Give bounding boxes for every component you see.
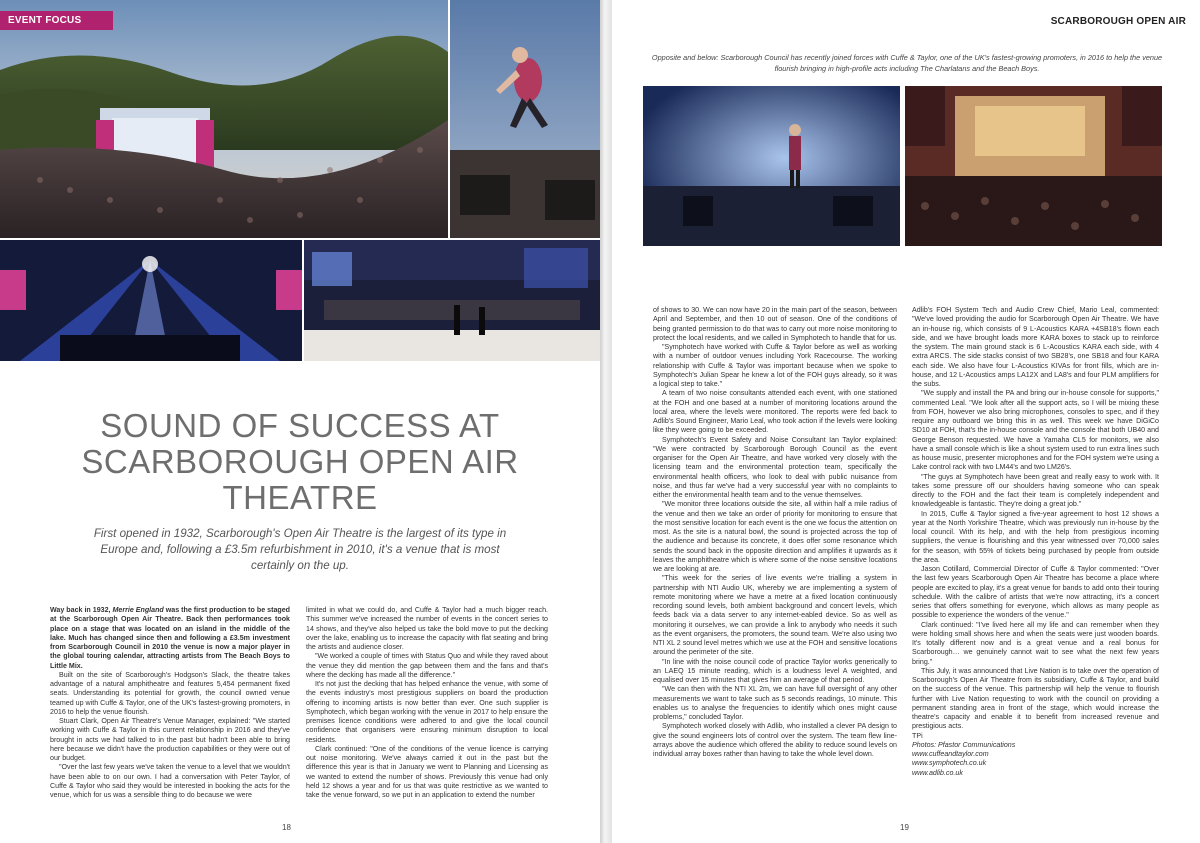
credit-link[interactable]: www.symphotech.co.uk xyxy=(912,759,987,768)
body-paragraph: Symphotech's Event Safety and Noise Consultant Ian Taylor explained: "We were contracted by Scarborough Borough Council as the event organiser for the Open Air Theatre, and have worked very closely with the licensing team and the environmental protection team, specifically the environmental health officers, who look to deal with public nuisance from noise, and thus far we've had a very successful year with no complaints to either the environmental health team and to the venue themselves. xyxy=(653,435,897,499)
body-paragraph: limited in what we could do, and Cuffe & Taylor had a much bigger reach. This summer we've increased the number of events in the concert series to 14 shows, and they've also helped us take the bold move to put the decking over the lake, enabling us to increase the capacity with flat seating and bring the artists and audience closer. xyxy=(306,606,548,651)
standfirst: First opened in 1932, Scarborough's Open Air Theatre is the largest of its type in Europe and, following a £3.5m refurbishment in 2010, it's a venue that is most certainly on the up. xyxy=(93,527,507,572)
photo-performer-jumping xyxy=(450,0,600,238)
body-paragraph: "Symphotech have worked with Cuffe & Taylor before as well as working with a number of outdoor venues including York Racecourse. The working relationship with Cuffe & Taylor was important because when we spoke to Symphotech's Julian Spear he knew a lot of the FOH guys already, so it was a logical step to take." xyxy=(653,343,897,388)
photo-credits: Photos: Pfastor Communications xyxy=(912,740,1016,749)
body-paragraph: "This week for the series of live events we're trialling a system in partnership with NTI Audio UK, whereby we are implementing a system of remote monitoring where we have a metre at a fixed location continuously recording sound levels, both ambient background and concert levels, which feeds back via a data server to any internet-eabled device. So as well as monitoring it ourselves, we can provide a link to anybody who needs it such as the event organisers, the promoters, the sound team. We're also using two NTI XL 2 sound level metres which we use at the FOH and sensitive locations around the perimeter of the site. xyxy=(653,574,897,657)
body-paragraph: "We monitor three locations outside the site, all within half a mile radius of the venue and then we take an order of priority for monitoring to ensure that the most sensitive location for each event is the one we focus the attention on most. As the site is a natural bowl, the sound is projected across the top of the audience and because its concrete, it does offer some resonance which sends the sound back in the opposite direction and amplifies it upwards as it leaves the amphitheatre which is where some of the noise sensitive locations we are looking at are. xyxy=(653,500,897,573)
running-head: SCARBOROUGH OPEN AIR xyxy=(1050,16,1186,27)
body-paragraph: "Over the last few years we've taken the venue to a level that we wouldn't have been able to on our own. I had a conversation with Peter Taylor, of Cuffe & Taylor who said they would be interested in booking the acts for the venue, which for us was a sensible thing to do because we were xyxy=(50,763,290,799)
photo-crowd-amphitheatre xyxy=(0,0,448,238)
right-column-1 xyxy=(653,306,897,759)
spine-gutter xyxy=(600,0,612,843)
body-paragraph: Symphotech worked closely with Adlib, who installed a clever PA design to give the sound engineers lots of control over the system. The team flew line-arrays above the audience which offered the ability to reduce sound levels on individual array boxes rather than having to take the whole level down. xyxy=(653,722,897,758)
credit-link[interactable]: www.adlib.co.uk xyxy=(912,768,963,777)
page-number-left: 18 xyxy=(282,823,291,832)
title-line-1: SOUND OF SUCCESS AT xyxy=(100,407,500,444)
body-paragraph: "The guys at Symphotech have been great and really easy to work with. It takes some pressure off our shoulders having someone who can speak directly to the FOH and the fact their team is completely independent and knowledgeable is fantastic. They're doing a great job." xyxy=(912,472,1159,509)
body-paragraph: Built on the site of Scarborough's Hodgson's Slack, the theatre takes advantage of a natural amphitheatre and features 5,454 permanent fixed seats. Understanding its potential for growth, the council owned venue teamed up with Cuffe & Taylor, one of the UK's fastest-growing promoters, in 2016 to help the venue flourish. xyxy=(50,670,290,716)
body-paragraph: It's not just the decking that has helped enhance the venue, with some of the events industry's most prestigious suppliers on board the production offering to incoming artists is now better than ever. One such supplier is Symphotech, which began working with the venue in 2017 to help ensure the premises licence conditions were adhered to and give the local council confidence that organisers were ensuring minimum disruption to local residents. xyxy=(306,680,548,744)
signature: TPi xyxy=(912,731,923,740)
body-paragraph: Clark continued: "I've lived here all my life and can remember when they were holding small shows here and when the seats were just wooden boards. It's totally different now and is a great venue and a real bonus for Scarborough… we genuinely cannot wait to see what the next few years bring." xyxy=(912,620,1159,666)
lead-paragraph: Way back in 1932, Merrie England was the first production to be staged at the Scarborough Open Air Theatre. Back then performances took place on a stage that was located on an island in the middle of the lake. Much has changed since then and following a £3.5m investment from Scarborough Council in 2010 the venue is now a major player in the global touring calendar, attracting artists from The Beach Boys to Little Mix. xyxy=(50,606,290,670)
photo-stage-lights xyxy=(0,240,302,361)
article-title xyxy=(0,408,600,516)
left-column-2 xyxy=(306,606,548,800)
photo-performer-blue-stage xyxy=(643,86,900,246)
body-paragraph: Jason Cotillard, Commercial Director of Cuffe & Taylor commented: "Over the last few years Scarborough Open Air Theatre has become a place where people are excited to play, it's a great venue for bands to add onto their touring schedule. With the calibre of artists that we're now attracting, it's a concert series that offers something for everyone, which allows as many people as possible to experience the wonders of the venue." xyxy=(912,565,1159,620)
section-tag: EVENT FOCUS xyxy=(0,11,113,30)
page-number-right: 19 xyxy=(900,823,909,832)
body-paragraph: "We supply and install the PA and bring our in-house console for supports," commented Leal. "We look after all the support acts, so I will be mixing these from FOH, however we also bring microphones, consoles to spec, and if they require any outboard we bring this in as well. This week we have DiGiCo SD10 at FOH, that's the in-house console and the console that both UB40 and George Benson requested. We have a Yamaha CL5 for monitors, we also have a small console which is like a shout system used to run extra lines such as house music, presenter microphones and for the FOH system we're using a Lake control rack with two LM44's and two LM26's. xyxy=(912,389,1159,472)
photo-beach-boys-concert xyxy=(905,86,1162,246)
photo-orchestra-stage xyxy=(304,240,600,361)
body-paragraph: Stuart Clark, Open Air Theatre's Venue Manager, explained: "We started working with Cuffe & Taylor in this current relationship in 2016 and they've brought in acts we had talked to in the past but hadn't been able to bring here because we didn't have the production capabilities or they were out of our budget. xyxy=(50,717,290,762)
credit-link[interactable]: www.cuffeandtaylor.com xyxy=(912,750,989,758)
body-paragraph: "In line with the noise council code of practice Taylor works generically to an LAEQ 15 minute reading, which is a loudness level A weighted, and equalised over 15 minutes that gives him an average of that period. xyxy=(653,657,897,684)
right-page xyxy=(612,0,1200,843)
body-paragraph: Clark continued: "One of the conditions of the venue licence is carrying out noise monitoring. We've always carried it out in the past but the difference this year is that in January we went to Planning and Licensing as we wanted to extend the number of shows. Previously this venue had only held 12 shows a year and for us that was quite restrictive as we wanted to take the venue forward, so we put in an application to extend the number xyxy=(306,744,548,799)
left-column-1 xyxy=(50,606,290,800)
body-paragraph: This July, it was announced that Live Nation is to take over the operation of Scarborough's Open Air Theatre from its subsidiary, Cuffe & Taylor, and build on the success of the venue. This partnership will help the venue to flourish further with Live Nation requesting to work with the council on providing a permanent standing area in front of the stage, which would increase the theatre's capacity and enable it to benefit from increased revenue and prestigious acts. xyxy=(912,666,1159,731)
photo-caption: Opposite and below: Scarborough Council has recently joined forces with Cuffe & Taylor, one of the UK's fastest-growing promoters, in 2016 to help the venue flourish bringing in high-profile acts including The Charlatans and the Beach Boys. xyxy=(651,53,1163,73)
body-paragraph: "We worked a couple of times with Status Quo and while they raved about the venue they did mention the gap between them and the fans and that's where the decking has made all the difference." xyxy=(306,652,548,679)
title-line-2: SCARBOROUGH OPEN AIR THEATRE xyxy=(81,443,519,516)
body-paragraph: "We can then with the NTI XL 2m, we can have full oversight of any other measurements we want to take such as 5 seconds readings, 10 minute. This enables us to analyse the frequencies to identify which ones might cause problems," concluded Taylor. xyxy=(653,685,897,721)
right-column-2 xyxy=(912,306,1159,778)
body-paragraph: In 2015, Cuffe & Taylor signed a five-year agreement to host 12 shows a year at the North Yorkshire Theatre, which was previously run in-house by the local council. With its help, and with the help from prestigious incoming suppliers, the venue is flourishing and this year witnessed over 70,000 sales for the season, with 55% of tickets being purchased by people from outside the area. xyxy=(912,509,1159,564)
body-paragraph: A team of two noise consultants attended each event, with one stationed at the FOH and one based at a number of monitoring locations around the local area, where the levels were monitored. The reports were fed back to Adlib's Sound Engineer, Mario Leal, who took action if the levels were looking like they were going to be exceeded. xyxy=(653,389,897,435)
body-paragraph: Adlib's FOH System Tech and Audio Crew Chief, Mario Leal, commented: "We've loved providing the audio for Scarborough Open Air Theatre. We have an in-house rig, which consists of 9 L-Acoustics KARA +4SB18's flown each side, and we have brought loads more KARA boxes to stack up to reinforce the system. The main ground stack is 6 L-Acoustics KARA each side, with 4 extra ARCS. The side stacks consist of two SB28's, one SB18 and four KARA each side. We also have four L-Acoustics KIVAs for front fills, which are in-house, and 12 L-Acoustics amps LA12X and LA8's and four PLM amplifiers for the subs. xyxy=(912,306,1159,388)
body-paragraph: of shows to 30. We can now have 20 in the main part of the season, between April and September, and then 10 out of season. One of the conditions of being granted permission to do that was to carry out more noise monitoring to protect the local residents, and we called in Symphotech to handle that for us. xyxy=(653,306,897,342)
